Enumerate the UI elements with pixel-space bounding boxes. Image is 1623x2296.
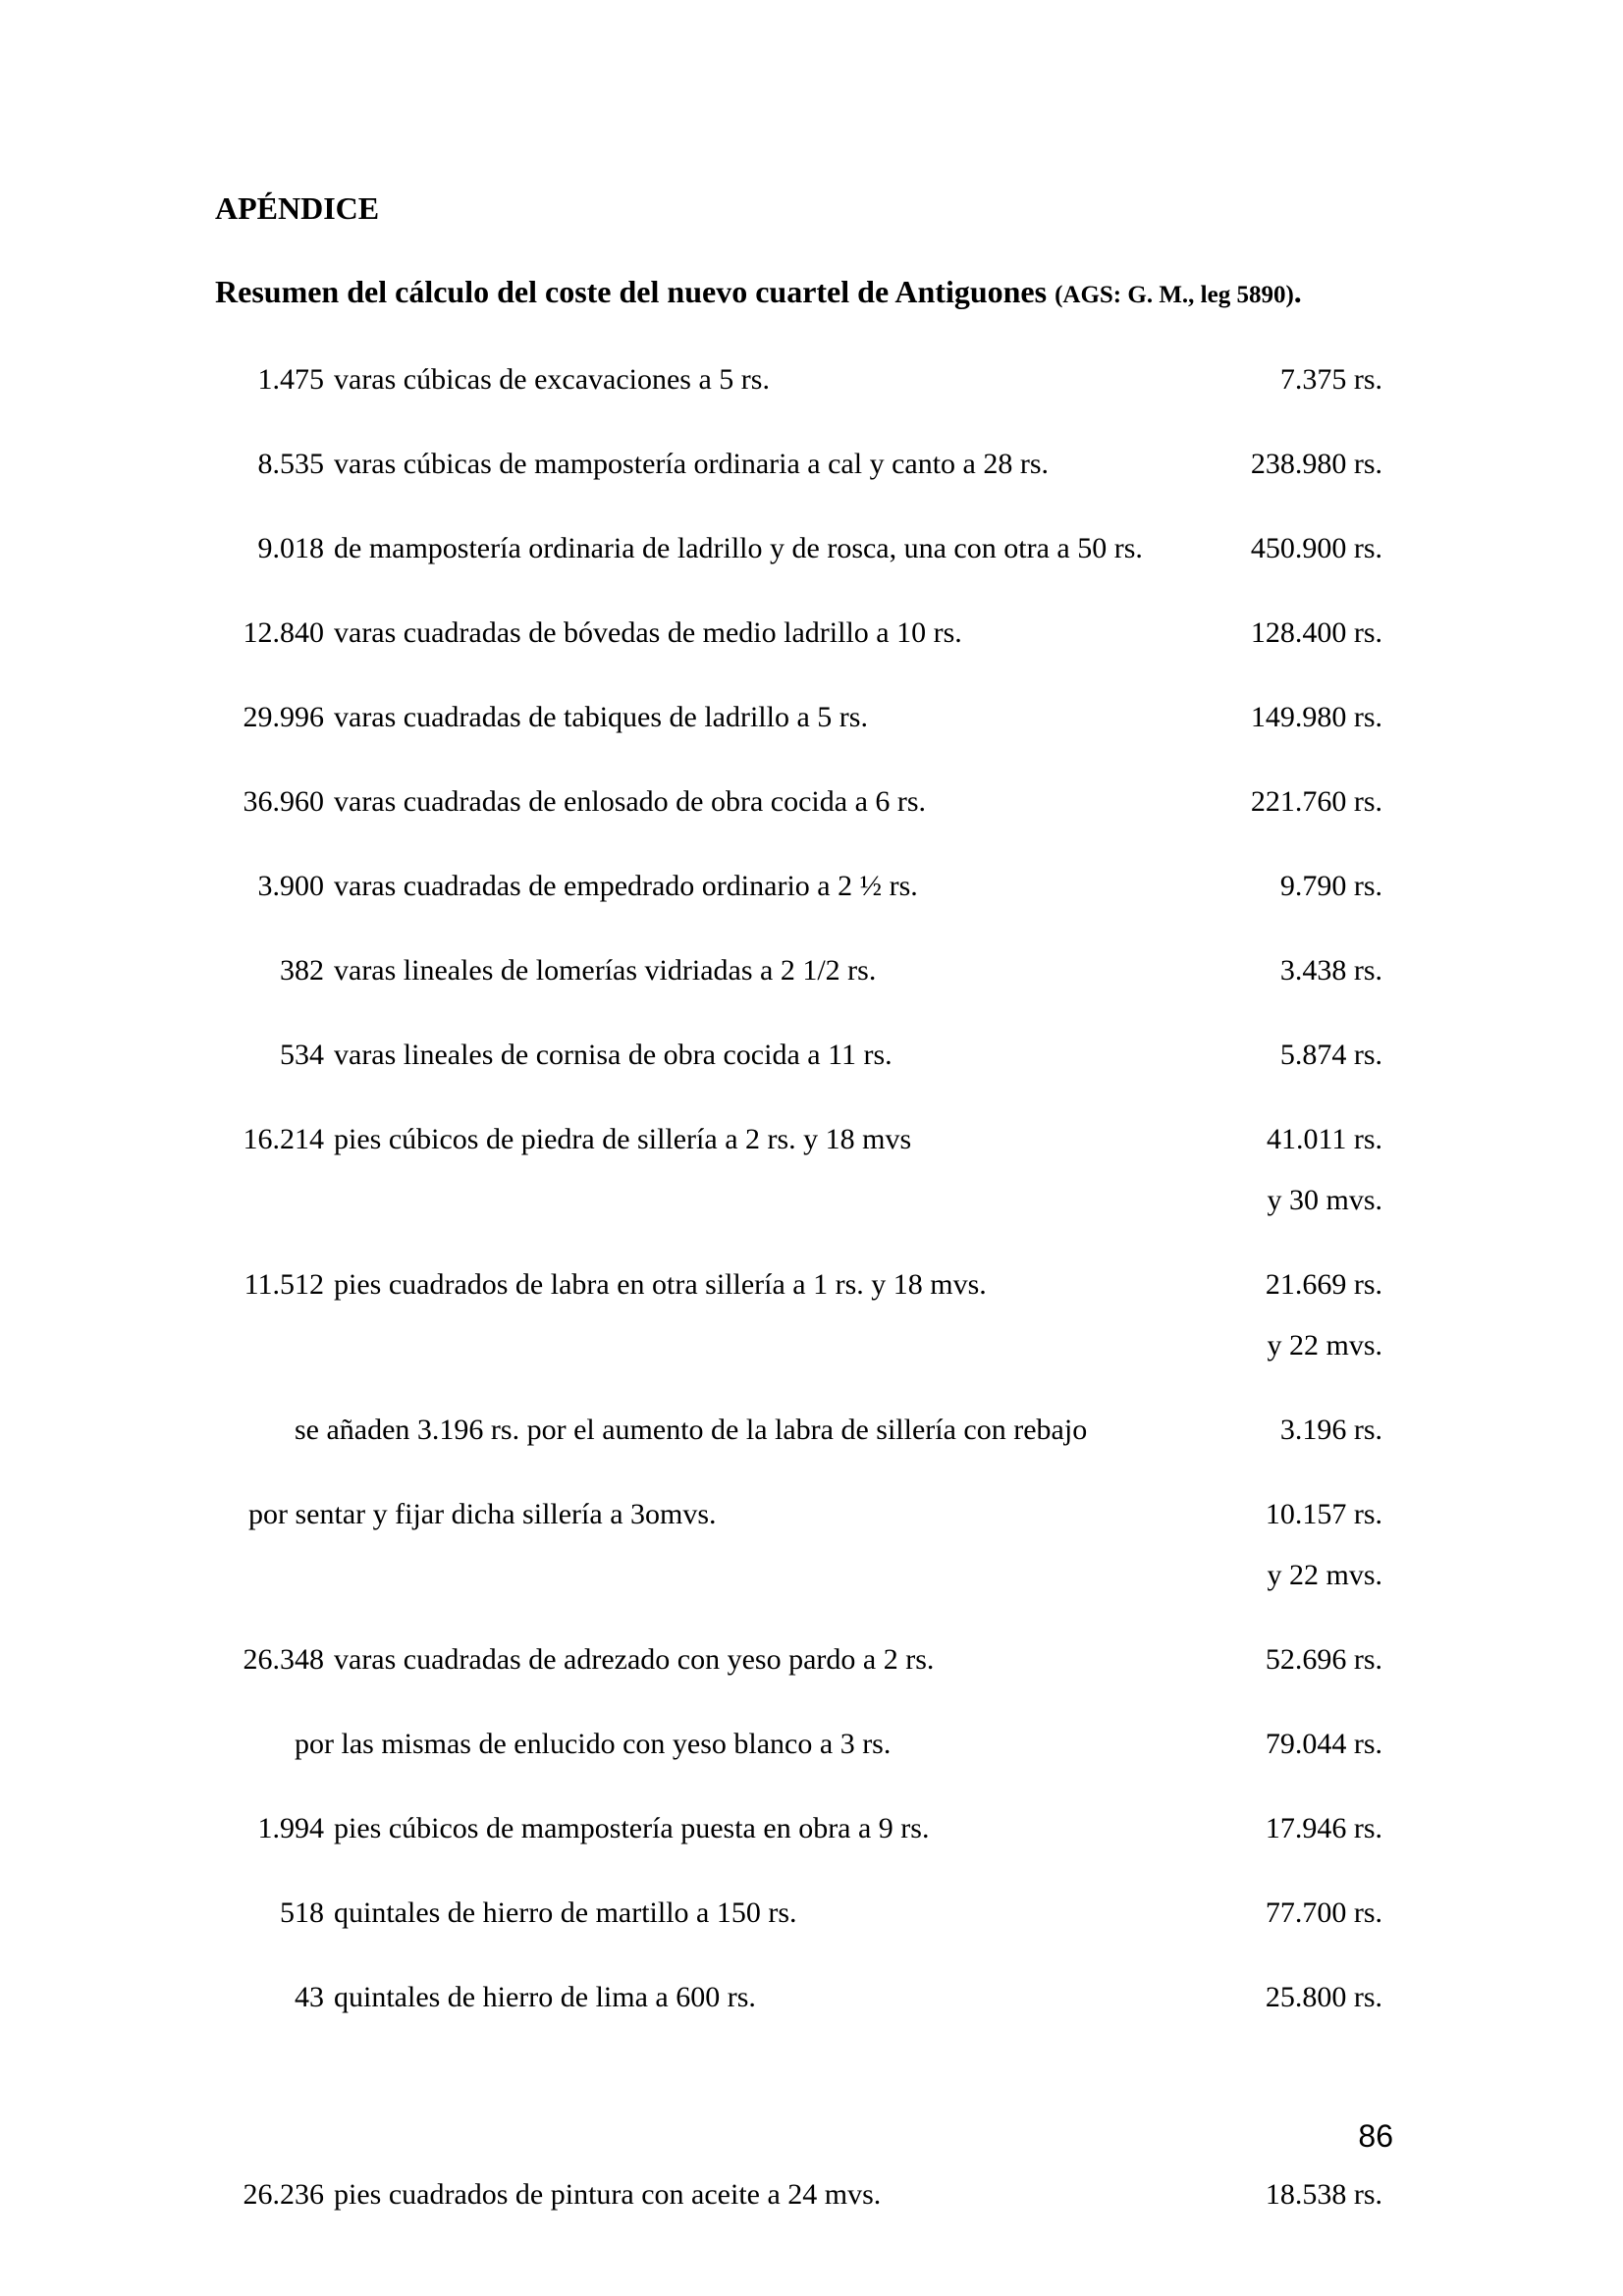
item-description: de mampostería ordinaria de ladrillo y de rosca, una con otra a 50 rs. <box>334 532 1143 564</box>
item-quantity: 29.996 <box>243 701 324 733</box>
item-quantity: 1.475 <box>257 363 324 396</box>
item-amount: 79.044 rs. <box>1265 1728 1382 1760</box>
item-amount: 7.375 rs. <box>1279 363 1382 396</box>
item-amount-continued: y 22 mvs. <box>1267 1329 1382 1362</box>
item-description: pies cúbicos de mampostería puesta en obra a 9 rs. <box>334 1812 930 1844</box>
item-amount: 52.696 rs. <box>1265 1643 1382 1676</box>
item-amount: 41.011 rs. <box>1266 1123 1382 1155</box>
item-description: varas cuadradas de adrezado con yeso pardo a 2 rs. <box>334 1643 935 1676</box>
item-amount: 238.980 rs. <box>1250 448 1382 480</box>
document-subtitle <box>152 272 1382 315</box>
amount-continuation-line <box>152 1181 1382 1220</box>
archive-reference: (AGS: G. M., leg 5890) <box>1055 282 1294 308</box>
item-amount: 450.900 rs. <box>1250 532 1382 564</box>
cost-line-item <box>152 1265 1382 1305</box>
item-quantity: 36.960 <box>243 785 324 818</box>
item-description: pies cuadrados de pintura con aceite a 24 mvs. <box>334 2178 882 2211</box>
item-description: por sentar y fijar dicha sillería a 3omvs. <box>248 1498 717 1530</box>
item-amount: 9.790 rs. <box>1279 870 1382 902</box>
line-items <box>152 360 1382 2215</box>
item-quantity: 26.348 <box>243 1643 324 1676</box>
cost-line-item <box>152 698 1382 737</box>
item-amount: 221.760 rs. <box>1250 785 1382 818</box>
item-description: se añaden 3.196 rs. por el aumento de la labra de sillería con rebajo <box>295 1414 1088 1446</box>
cost-line-item <box>152 1978 1382 2017</box>
item-amount: 10.157 rs. <box>1265 1498 1382 1530</box>
item-description: quintales de hierro de martillo a 150 rs. <box>334 1896 797 1929</box>
item-quantity: 12.840 <box>243 616 324 649</box>
subtitle-period: . <box>1293 274 1302 309</box>
item-description: varas cuadradas de empedrado ordinario a 2 ½ rs. <box>334 870 918 902</box>
item-description: por las mismas de enlucido con yeso blanco a 3 rs. <box>295 1728 892 1760</box>
cost-line-item <box>152 1495 1382 1534</box>
item-amount: 3.196 rs. <box>1279 1414 1382 1446</box>
cost-line-item <box>152 614 1382 653</box>
item-amount: 17.946 rs. <box>1265 1812 1382 1844</box>
item-quantity: 3.900 <box>257 870 324 902</box>
cost-line-item <box>152 360 1382 400</box>
item-amount: 77.700 rs. <box>1265 1896 1382 1929</box>
cost-line-item <box>152 445 1382 484</box>
item-description: pies cúbicos de piedra de sillería a 2 rs. y 18 mvs <box>334 1123 912 1155</box>
item-amount: 3.438 rs. <box>1279 954 1382 987</box>
item-quantity: 8.535 <box>257 448 324 480</box>
cost-line-item <box>152 1411 1382 1450</box>
amount-continuation-line <box>152 1556 1382 1595</box>
cost-line-item <box>152 951 1382 990</box>
item-description: varas lineales de lomerías vidriadas a 2 1/2 rs. <box>334 954 877 987</box>
cost-line-item <box>152 2175 1382 2215</box>
item-quantity: 9.018 <box>257 532 324 564</box>
item-amount: 128.400 rs. <box>1250 616 1382 649</box>
item-amount: 25.800 rs. <box>1265 1981 1382 2013</box>
item-description: varas cúbicas de excavaciones a 5 rs. <box>334 363 770 396</box>
page-number: 86 <box>1358 2118 1393 2154</box>
subtitle-text: Resumen del cálculo del coste del nuevo cuartel de Antiguones <box>215 274 1055 309</box>
item-description: varas lineales de cornisa de obra cocida a 11 rs. <box>334 1039 893 1071</box>
item-quantity: 26.236 <box>243 2178 324 2211</box>
cost-line-item <box>152 1640 1382 1680</box>
page-title: APÉNDICE <box>215 190 380 226</box>
item-description: pies cuadrados de labra en otra sillería a 1 rs. y 18 mvs. <box>334 1268 987 1301</box>
cost-line-item <box>152 782 1382 822</box>
item-description: varas cúbicas de mampostería ordinaria a cal y canto a 28 rs. <box>334 448 1050 480</box>
amount-continuation-line <box>152 1326 1382 1365</box>
cost-line-item <box>152 1120 1382 1159</box>
cost-line-item <box>152 1894 1382 1933</box>
item-quantity: 16.214 <box>243 1123 324 1155</box>
cost-line-item <box>152 1725 1382 1764</box>
item-amount: 149.980 rs. <box>1250 701 1382 733</box>
item-amount: 21.669 rs. <box>1265 1268 1382 1301</box>
item-quantity: 534 <box>280 1039 324 1071</box>
item-amount-continued: y 30 mvs. <box>1267 1184 1382 1216</box>
cost-line-item <box>152 1809 1382 1848</box>
item-quantity: 518 <box>280 1896 324 1929</box>
item-quantity: 11.512 <box>243 1268 324 1301</box>
item-quantity: 1.994 <box>257 1812 324 1844</box>
item-description: varas cuadradas de bóvedas de medio ladrillo a 10 rs. <box>334 616 962 649</box>
cost-line-item <box>152 529 1382 568</box>
item-amount-continued: y 22 mvs. <box>1267 1559 1382 1591</box>
item-amount: 5.874 rs. <box>1279 1039 1382 1071</box>
item-description: quintales de hierro de lima a 600 rs. <box>334 1981 756 2013</box>
cost-line-item <box>152 1036 1382 1075</box>
item-quantity: 382 <box>280 954 324 987</box>
item-amount: 18.538 rs. <box>1265 2178 1382 2211</box>
item-quantity: 43 <box>295 1981 324 2013</box>
item-description: varas cuadradas de tabiques de ladrillo a 5 rs. <box>334 701 868 733</box>
cost-line-item <box>152 867 1382 906</box>
item-description: varas cuadradas de enlosado de obra cocida a 6 rs. <box>334 785 927 818</box>
